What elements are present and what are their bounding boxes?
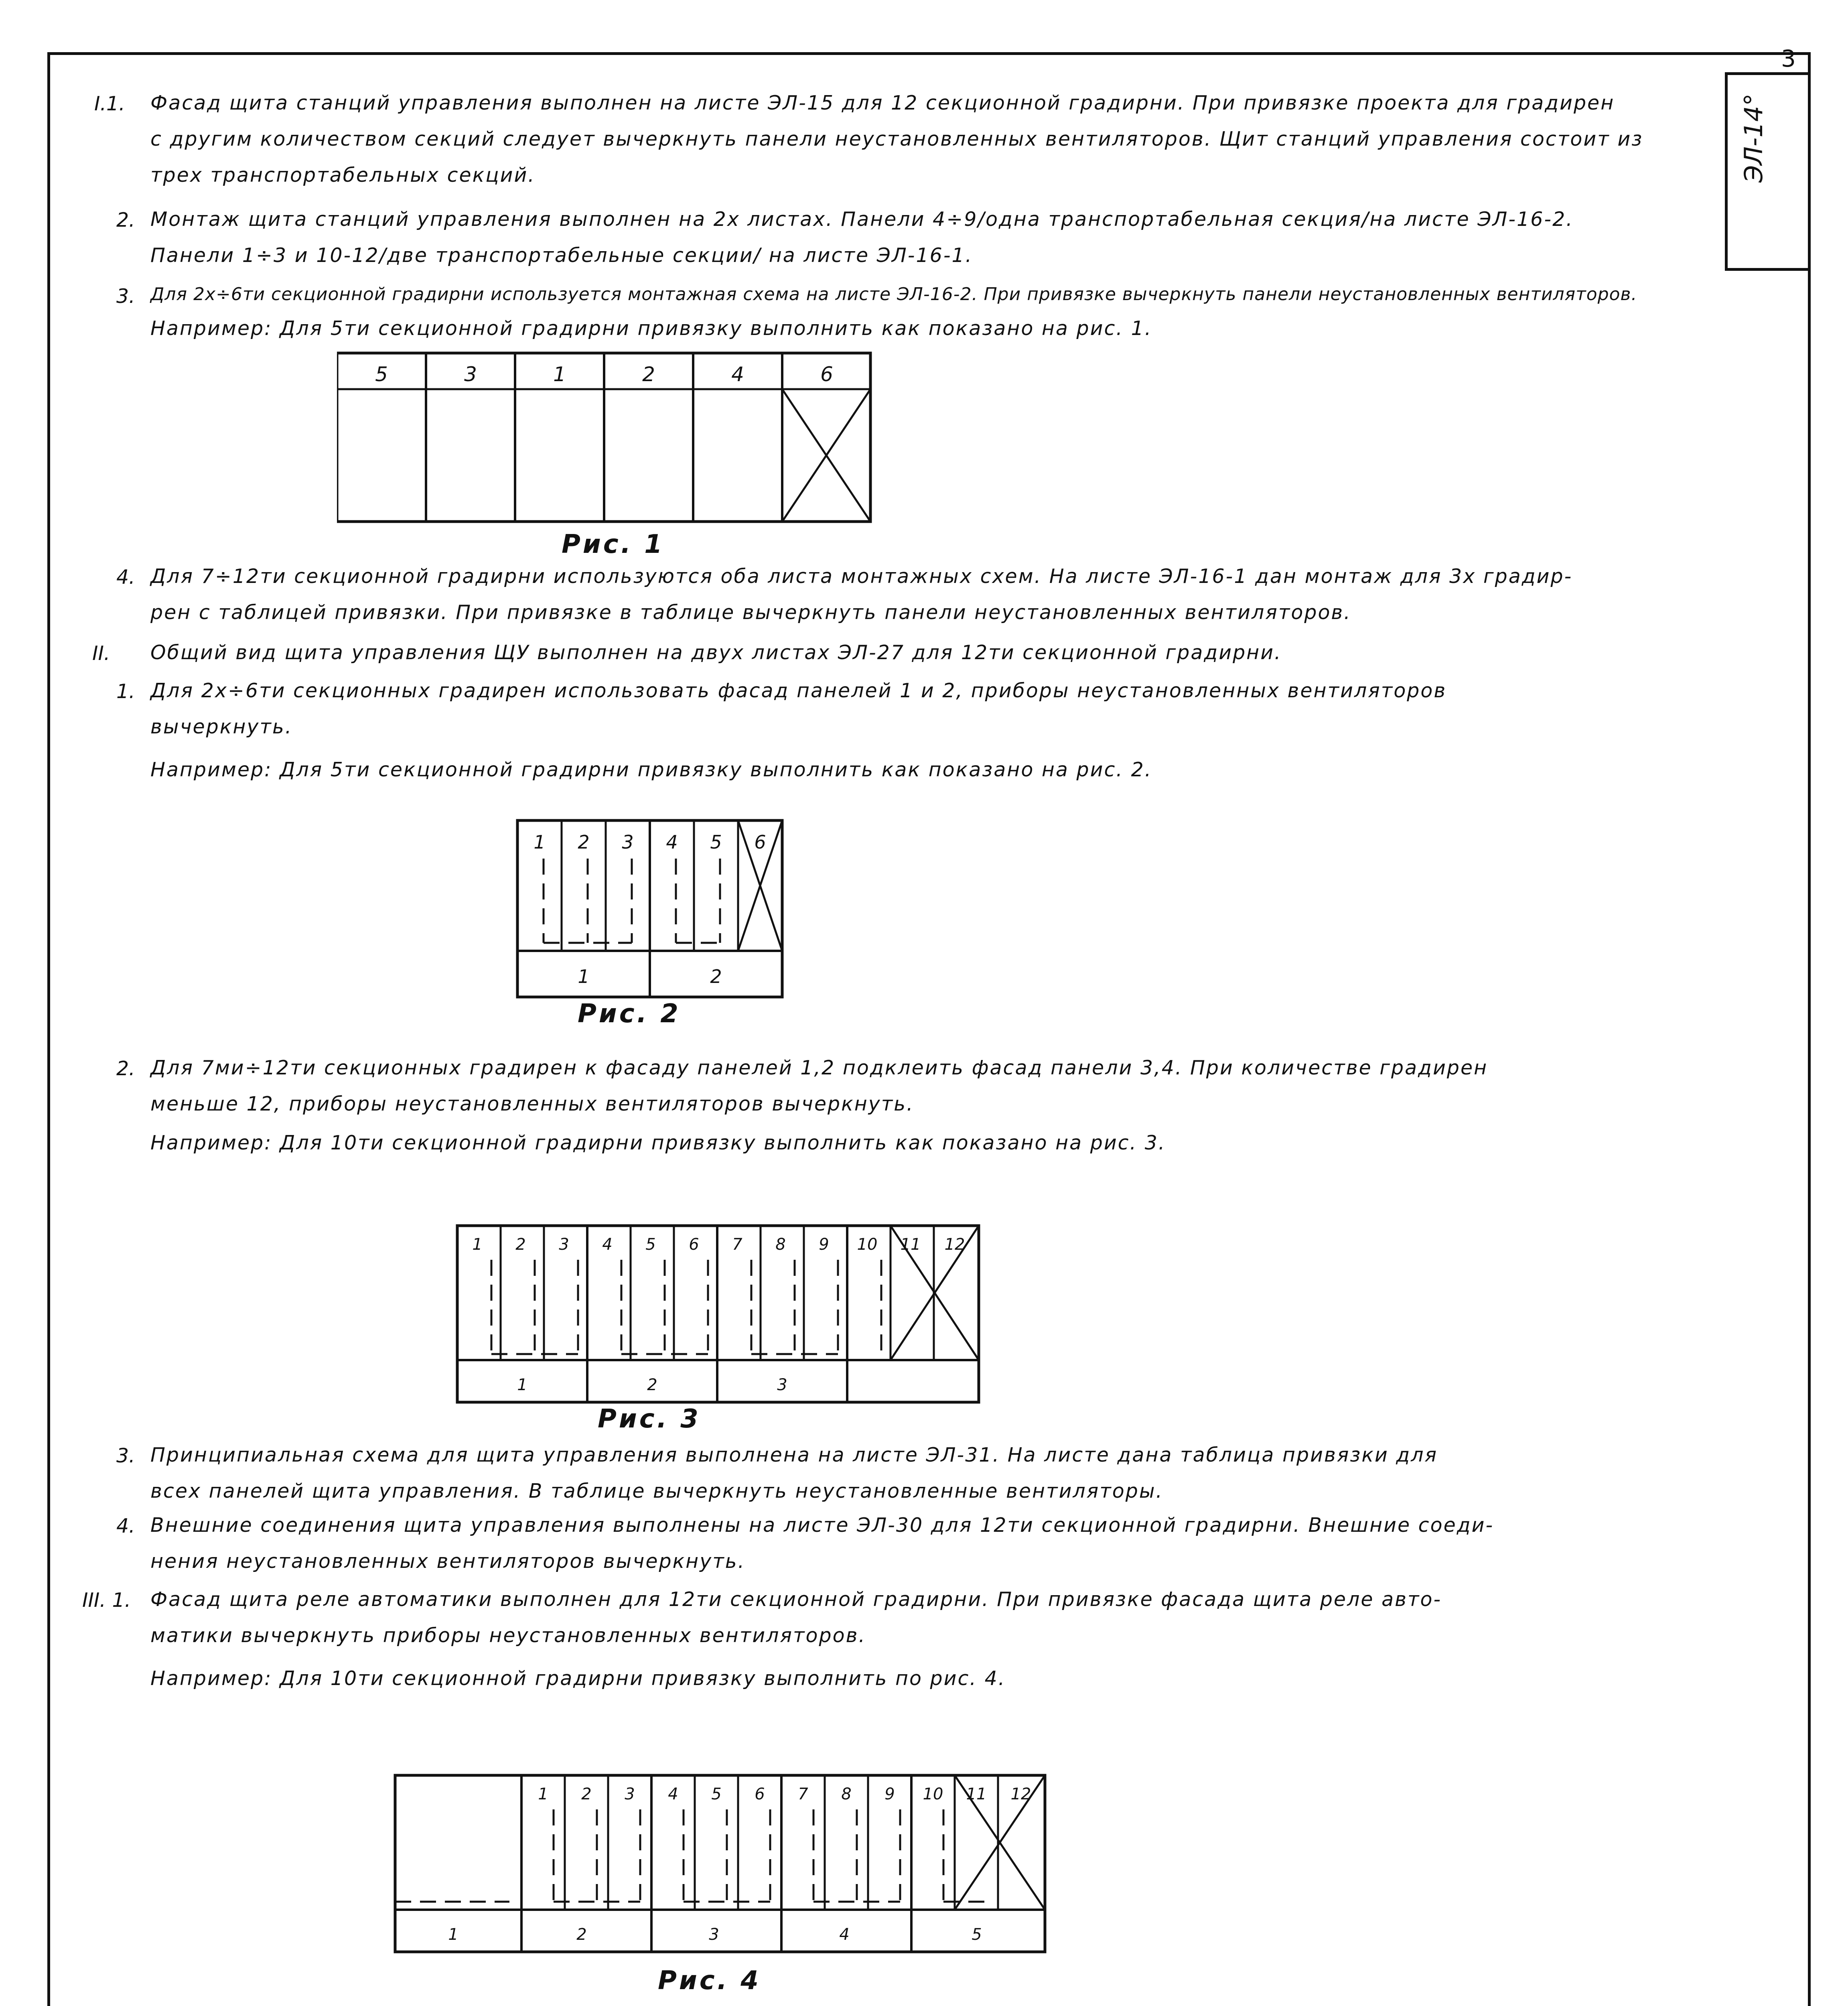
fig3-cell: 12: [944, 1235, 965, 1254]
fig2-cell: 5: [710, 831, 722, 853]
fig1-cell: 4: [731, 363, 744, 386]
fig4-panel: 5: [972, 1925, 982, 1944]
fig4-cell: 6: [755, 1785, 765, 1803]
item-number: 2.: [116, 1057, 135, 1080]
fig4-cell: 9: [884, 1785, 895, 1803]
item-number: III. 1.: [82, 1589, 131, 1612]
item-number: 1.: [116, 680, 135, 703]
corner-code: ЭЛ-14°: [1739, 93, 1768, 183]
figure-1: [337, 349, 874, 526]
fig3-panel: 2: [647, 1376, 657, 1394]
fig1-cell: 3: [464, 363, 477, 386]
text-line: Внешние соединения щита управления выполнены на листе ЭЛ-30 для 12ти секционной градирни. Внешние соеди-: [150, 1514, 1494, 1537]
fig3-cell: 7: [732, 1235, 742, 1254]
text-line: Для 7÷12ти секционной градирни используются оба листа монтажных схем. На листе ЭЛ-16-1 дан монтаж для 3х градир-: [150, 565, 1573, 588]
fig4-cell: 3: [625, 1785, 635, 1803]
text-line: Монтаж щита станций управления выполнен на 2х листах. Панели 4÷9/одна транспортабельная секция/на листе ЭЛ-16-2.: [150, 208, 1574, 231]
item-number: II.: [92, 642, 110, 665]
item-number: 4.: [116, 1515, 135, 1537]
text-line: Например: Для 10ти секционной градирни привязку выполнить по рис. 4.: [150, 1667, 1006, 1690]
text-line: Для 2х÷6ти секционной градирни используется монтажная схема на листе ЭЛ-16-2. При привязке вычеркнуть панели неустановленных вентиляторов.: [150, 284, 1637, 305]
fig3-cell: 2: [515, 1235, 526, 1254]
text-line: с другим количеством секций следует вычеркнуть панели неустановленных вентиляторов. Щит станций управления состоит из: [150, 128, 1643, 150]
fig3-cell: 1: [472, 1235, 483, 1254]
sheet-border: [47, 52, 1811, 2006]
figure-2: [515, 818, 788, 1003]
fig3-cell: 6: [689, 1235, 699, 1254]
fig4-cell: 5: [711, 1785, 722, 1803]
figure-1-caption: Рис. 1: [562, 530, 665, 559]
figure-3: [455, 1224, 985, 1408]
fig2-cell: 4: [666, 831, 678, 853]
fig2-cell: 6: [754, 831, 766, 853]
fig4-cell: 7: [798, 1785, 808, 1803]
item-number: 4.: [116, 566, 135, 589]
text-line: Например: Для 5ти секционной градирни привязку выполнить как показано на рис. 2.: [150, 758, 1152, 781]
fig4-panel: 4: [839, 1925, 850, 1944]
text-line: всех панелей щита управления. В таблице вычеркнуть неустановленные вентиляторы.: [150, 1480, 1164, 1502]
fig3-cell: 8: [775, 1235, 786, 1254]
text-line: Например: Для 10ти секционной градирни привязку выполнить как показано на рис. 3.: [150, 1131, 1166, 1154]
fig4-panel: 2: [576, 1925, 587, 1944]
fig3-cell: 4: [602, 1235, 613, 1254]
fig4-cell: 4: [668, 1785, 678, 1803]
fig3-cell: 9: [819, 1235, 829, 1254]
text-line: Панели 1÷3 и 10-12/две транспортабельные секции/ на листе ЭЛ-16-1.: [150, 244, 973, 267]
text-line: трех транспортабельных секций.: [150, 164, 536, 187]
text-line: матики вычеркнуть приборы неустановленных вентиляторов.: [150, 1624, 866, 1647]
fig1-cell: 1: [553, 363, 566, 386]
text-line: меньше 12, приборы неустановленных вентиляторов вычеркнуть.: [150, 1092, 914, 1115]
fig3-cell: 11: [900, 1235, 921, 1254]
fig3-panel: 1: [517, 1376, 527, 1394]
figure-4-caption: Рис. 4: [658, 1966, 761, 1996]
text-line: Для 2х÷6ти секционных градирен использовать фасад панелей 1 и 2, приборы неустановленных вентиляторов: [150, 679, 1447, 702]
fig1-cell: 2: [642, 363, 655, 386]
text-line: рен с таблицей привязки. При привязке в таблице вычеркнуть панели неустановленных вентиляторов.: [150, 601, 1351, 624]
fig3-cell: 10: [857, 1235, 878, 1254]
fig4-cell: 11: [966, 1785, 987, 1803]
text-line: Принципиальная схема для щита управления выполнена на листе ЭЛ-31. На листе дана таблица привязки для: [150, 1444, 1438, 1466]
text-line: нения неустановленных вентиляторов вычеркнуть.: [150, 1550, 746, 1573]
fig4-cell: 10: [923, 1785, 943, 1803]
fig2-cell: 1: [534, 831, 546, 853]
fig2-cell: 3: [622, 831, 634, 853]
fig2-cell: 2: [578, 831, 590, 853]
text-line: Для 7ми÷12ти секционных градирен к фасаду панелей 1,2 подклеить фасад панели 3,4. При количестве градирен: [150, 1056, 1488, 1079]
fig3-cell: 3: [559, 1235, 569, 1254]
fig4-cell: 1: [538, 1785, 548, 1803]
item-number: 3.: [116, 285, 135, 308]
fig2-panel: 1: [578, 966, 590, 987]
fig1-cell: 6: [820, 363, 833, 386]
fig3-cell: 5: [645, 1235, 656, 1254]
page-number: 3: [1781, 45, 1796, 72]
item-number: 3.: [116, 1444, 135, 1467]
fig4-cell: 12: [1010, 1785, 1031, 1803]
text-line: Фасад щита станций управления выполнен на листе ЭЛ-15 для 12 секционной градирни. При привязке проекта для градирен: [150, 91, 1615, 114]
text-line: Фасад щита реле автоматики выполнен для 12ти секционной градирни. При привязке фасада щита реле авто-: [150, 1588, 1442, 1611]
item-number: I.1.: [94, 92, 125, 115]
text-line: вычеркнуть.: [150, 715, 293, 738]
fig1-cell: 5: [375, 363, 388, 386]
fig4-cell: 8: [841, 1785, 852, 1803]
figure-3-caption: Рис. 3: [598, 1404, 701, 1434]
text-line: Общий вид щита управления ЩУ выполнен на двух листах ЭЛ-27 для 12ти секционной градирни.: [150, 641, 1282, 664]
fig3-panel: 3: [777, 1376, 787, 1394]
item-number: 2.: [116, 209, 135, 231]
fig4-panel: 3: [709, 1925, 719, 1944]
fig4-cell: 2: [581, 1785, 592, 1803]
text-line: Например: Для 5ти секционной градирни привязку выполнить как показано на рис. 1.: [150, 317, 1152, 340]
figure-4: [393, 1773, 1051, 1958]
fig2-panel: 2: [710, 966, 722, 987]
fig4-panel: 1: [448, 1925, 458, 1944]
figure-2-caption: Рис. 2: [578, 999, 681, 1029]
